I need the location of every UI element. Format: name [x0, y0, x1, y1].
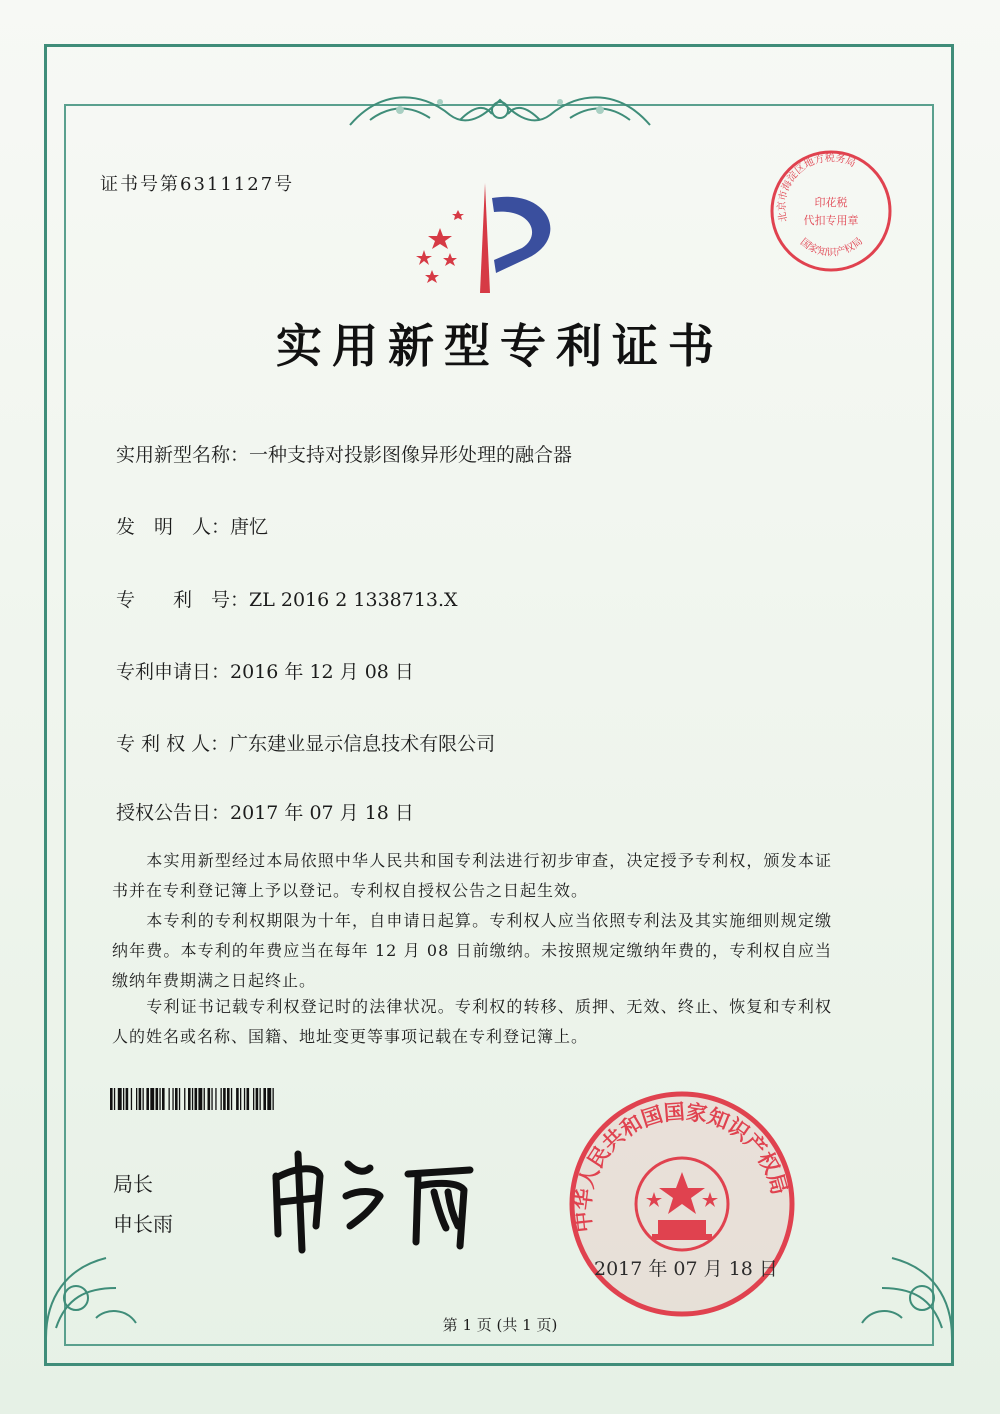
field-value: 广东建业显示信息技术有限公司 [229, 733, 496, 755]
tax-seal-outer-text: 北京市海淀区地方税务局 [776, 153, 858, 223]
barcode-bar [175, 1088, 178, 1110]
field-label: 实用新型名称： [116, 444, 250, 466]
barcode-bar [244, 1088, 245, 1110]
barcode-bar [131, 1088, 132, 1110]
barcode-bar [231, 1088, 232, 1110]
director-title: 局长 [113, 1172, 153, 1196]
barcode [110, 1088, 360, 1110]
director-signature [258, 1146, 488, 1256]
barcode-bar [136, 1088, 137, 1110]
paragraph-grant-notice: 本实用新型经过本局依照中华人民共和国专利法进行初步审查，决定授予专利权，颁发本证书并在专利登记簿上予以登记。专利权自授权公告之日起生效。 [112, 851, 832, 900]
barcode-bar [208, 1088, 211, 1110]
barcode-bar [198, 1088, 202, 1110]
barcode-bar [195, 1088, 198, 1110]
barcode-bar [192, 1088, 193, 1110]
barcode-bar [227, 1088, 230, 1110]
director-name: 申长雨 [113, 1212, 173, 1236]
paragraph-legal-status: 专利证书记载专利权登记时的法律状况。专利权的转移、质押、无效、终止、恢复和专利权人的姓名或名称、国籍、地址变更等事项记载在专利登记簿上。 [112, 997, 832, 1046]
field-grant-date [116, 798, 414, 825]
barcode-bar [253, 1088, 254, 1110]
barcode-bar [204, 1088, 205, 1110]
field-value: ZL 2016 2 1338713.X [249, 589, 458, 611]
field-label: 授权公告日： [116, 802, 231, 824]
patent-office-logo [410, 178, 570, 298]
field-value: 一种支持对投影图像异形处理的融合器 [249, 444, 573, 466]
field-label: 专利申请日： [116, 661, 231, 683]
barcode-bar [159, 1088, 160, 1110]
barcode-bar [240, 1088, 241, 1110]
seal-date: 2017 年 07 月 18 日 [594, 1258, 778, 1280]
paragraph-term-and-fees: 本专利的专利权期限为十年，自申请日起算。专利权人应当依照专利法及其实施细则规定缴纳年费。本专利的年费应当在每年 12 月 08 日前缴纳。未按照规定缴纳年费的，专利权自应当缴纳年费期满之日起终止。 [112, 911, 832, 990]
field-application-date [116, 657, 414, 684]
field-utility-model-name [116, 440, 572, 467]
barcode-bar [260, 1088, 261, 1110]
barcode-bar [123, 1088, 124, 1110]
barcode-bar [118, 1088, 122, 1110]
certificate-title: 实用新型专利证书 [276, 319, 724, 373]
field-inventor [116, 512, 268, 539]
barcode-bar [267, 1088, 271, 1110]
barcode-bar [221, 1088, 222, 1110]
top-ornament [340, 80, 660, 140]
tax-seal-bottom-text: 国家知识产权局 [797, 235, 866, 259]
office-seal [566, 1088, 798, 1320]
barcode-bar [156, 1088, 159, 1110]
barcode-bar [169, 1088, 170, 1110]
office-seal-text: 中华人民共和国国家知识产权局 [570, 1099, 792, 1234]
tax-seal-mid-text-1: 印花税 [814, 196, 848, 209]
barcode-bar [223, 1088, 226, 1110]
barcode-bar [236, 1088, 239, 1110]
field-value: 2017 年 07 月 18 日 [230, 802, 414, 824]
page-number: 第 1 页 (共 1 页) [442, 1316, 558, 1334]
certificate-number [100, 170, 294, 196]
barcode-bar [263, 1088, 266, 1110]
certificate-number-label: 证书号第 [100, 174, 180, 195]
barcode-bar [126, 1088, 129, 1110]
barcode-bar [188, 1088, 191, 1110]
field-patentee [116, 729, 495, 756]
barcode-bar [143, 1088, 144, 1110]
tax-seal-mid-text-2: 代扣专用章 [803, 214, 859, 227]
barcode-bar [247, 1088, 250, 1110]
barcode-bar [114, 1088, 115, 1110]
field-value: 2016 年 12 月 08 日 [230, 661, 414, 683]
barcode-bar [110, 1088, 113, 1110]
barcode-bar [184, 1088, 185, 1110]
svg-text:北京市海淀区地方税务局 [775, 151, 858, 223]
field-label: 专 利 权 人： [116, 733, 230, 755]
svg-text:国家知识产权局 [798, 235, 865, 258]
barcode-bar [146, 1088, 149, 1110]
barcode-bar [162, 1088, 165, 1110]
field-value: 唐忆 [230, 516, 269, 538]
barcode-bar [256, 1088, 259, 1110]
certificate-number-suffix: 号 [274, 174, 295, 195]
field-label: 发 明 人： [116, 516, 231, 538]
barcode-bar [139, 1088, 142, 1110]
field-label: 专 利 号： [116, 589, 250, 611]
tax-seal [768, 148, 894, 274]
barcode-bar [172, 1088, 173, 1110]
barcode-bar [211, 1088, 212, 1110]
barcode-bar [179, 1088, 180, 1110]
certificate-number-value: 6311127 [180, 174, 275, 195]
barcode-bar [273, 1088, 274, 1110]
field-patent-number [116, 585, 458, 612]
barcode-bar [150, 1088, 154, 1110]
barcode-bar [215, 1088, 216, 1110]
